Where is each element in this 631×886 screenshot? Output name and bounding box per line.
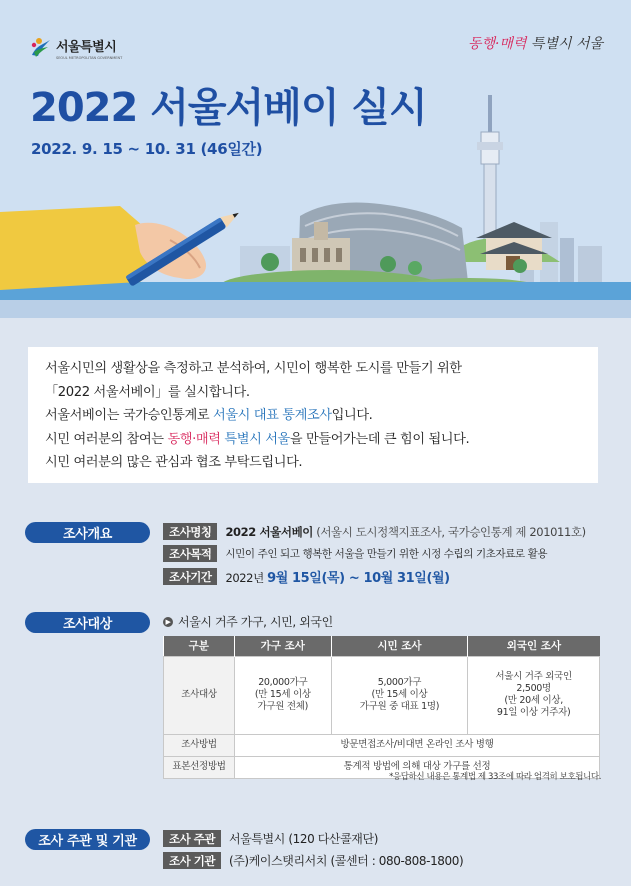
table-header-row: [164, 636, 600, 656]
intro-line-4: 시민 여러분의 참여는 동행·매력 특별시 서울을 만들어가는데 큰 힘이 됩니다.: [45, 431, 470, 447]
logo-name: 서울특별시: [56, 40, 117, 55]
table-row: [164, 656, 600, 734]
seoul-skyline-illustration: [0, 0, 631, 318]
table-row: [164, 734, 600, 756]
org-host-tag: 조사 주관: [163, 830, 221, 847]
intro-line-5: 시민 여러분의 많은 관심과 협조 부탁드립니다.: [45, 455, 303, 470]
overview-purpose-tag: 조사목적: [163, 545, 217, 562]
table-header: 구분: [164, 636, 235, 656]
bullet-arrow-icon: ▶: [163, 617, 173, 627]
overview-name-row: [163, 523, 586, 540]
page-title: 2022 서울서베이 실시: [30, 85, 427, 131]
section-overview-label: 조사개요: [25, 522, 150, 543]
privacy-note: *응답하신 내용은 통계법 제 33조에 따라 엄격히 보호됩니다.: [389, 772, 601, 782]
hero-banner: [0, 0, 631, 318]
intro-line-2: 「2022 서울서베이」를 실시합니다.: [45, 384, 250, 400]
logo-subtitle: SEOUL METROPOLITAN GOVERNMENT: [56, 56, 123, 60]
org-agency-tag: 조사 기관: [163, 852, 221, 869]
table-header: 가구 조사: [235, 636, 332, 656]
section-org-label: 조사 주관 및 기관: [25, 829, 150, 850]
table-header: 시민 조사: [331, 636, 468, 656]
overview-purpose-row: [163, 545, 547, 562]
intro-highlight-blue: 서울시 대표 통계조사: [213, 408, 332, 423]
target-lead: [163, 613, 333, 630]
slogan-red: 동행·매력: [467, 36, 527, 52]
table-header: 외국인 조사: [468, 636, 600, 656]
section-target-label: 조사대상: [25, 612, 150, 633]
survey-period-dates: 9월 15일(목) ~ 10월 31일(월): [267, 571, 450, 586]
survey-name-detail: (서울시 도시정책지표조사, 국가승인통계 제 201011호): [313, 524, 586, 539]
survey-name: 2022 서울서베이: [225, 524, 313, 539]
org-agency-text: (주)케이스탯리서치 (콜센터 : 080-808-1800): [228, 854, 464, 868]
slogan-dark: 특별시 서울: [530, 36, 603, 52]
table-cell-method: 방문면접조사/비대면 온라인 조사 병행: [235, 734, 600, 756]
intro-line-1: 서울시민의 생활상을 측정하고 분석하여, 시민이 행복한 도시를 만들기 위한: [45, 361, 462, 376]
intro-highlight-seoul: 특별시 서울: [224, 431, 290, 447]
table-row-label: 조사방법: [164, 734, 235, 756]
intro-highlight-pink: 동행·매력: [167, 431, 221, 447]
overview-name-tag: 조사명칭: [163, 523, 217, 540]
survey-period: 2022. 9. 15 ~ 10. 31 (46일간): [31, 140, 263, 158]
org-host-row: [163, 830, 378, 847]
survey-purpose: 시민이 주인 되고 행복한 서울을 만들기 위한 시정 수립의 기초자료로 활용: [225, 548, 548, 560]
survey-period-year: 2022년: [225, 571, 268, 585]
overview-period-row: [163, 567, 450, 586]
table-cell-citizen: 5,000가구 (만 15세 이상 가구원 중 대표 1명): [331, 656, 468, 734]
org-agency-row: [163, 852, 463, 869]
table-cell-sampling: 통계적 방법에 의해 대상 가구를 선정: [235, 756, 600, 778]
intro-box: [28, 347, 598, 483]
target-lead-text: 서울시 거주 가구, 시민, 외국인: [178, 615, 333, 629]
survey-target-table: [163, 636, 600, 779]
table-cell-foreigner: 서울시 거주 외국인 2,500명 (만 20세 이상, 91일 이상 거주자): [468, 656, 600, 734]
org-host-text: 서울특별시 (120 다산콜재단): [228, 832, 378, 846]
table-cell-household: 20,000가구 (만 15세 이상 가구원 전체): [235, 656, 332, 734]
overview-period-tag: 조사기간: [163, 568, 217, 585]
intro-line-3: 서울서베이는 국가승인통계로 서울시 대표 통계조사입니다.: [45, 408, 373, 423]
table-row-label: 표본선정방법: [164, 756, 235, 778]
table-row-label: 조사대상: [164, 656, 235, 734]
